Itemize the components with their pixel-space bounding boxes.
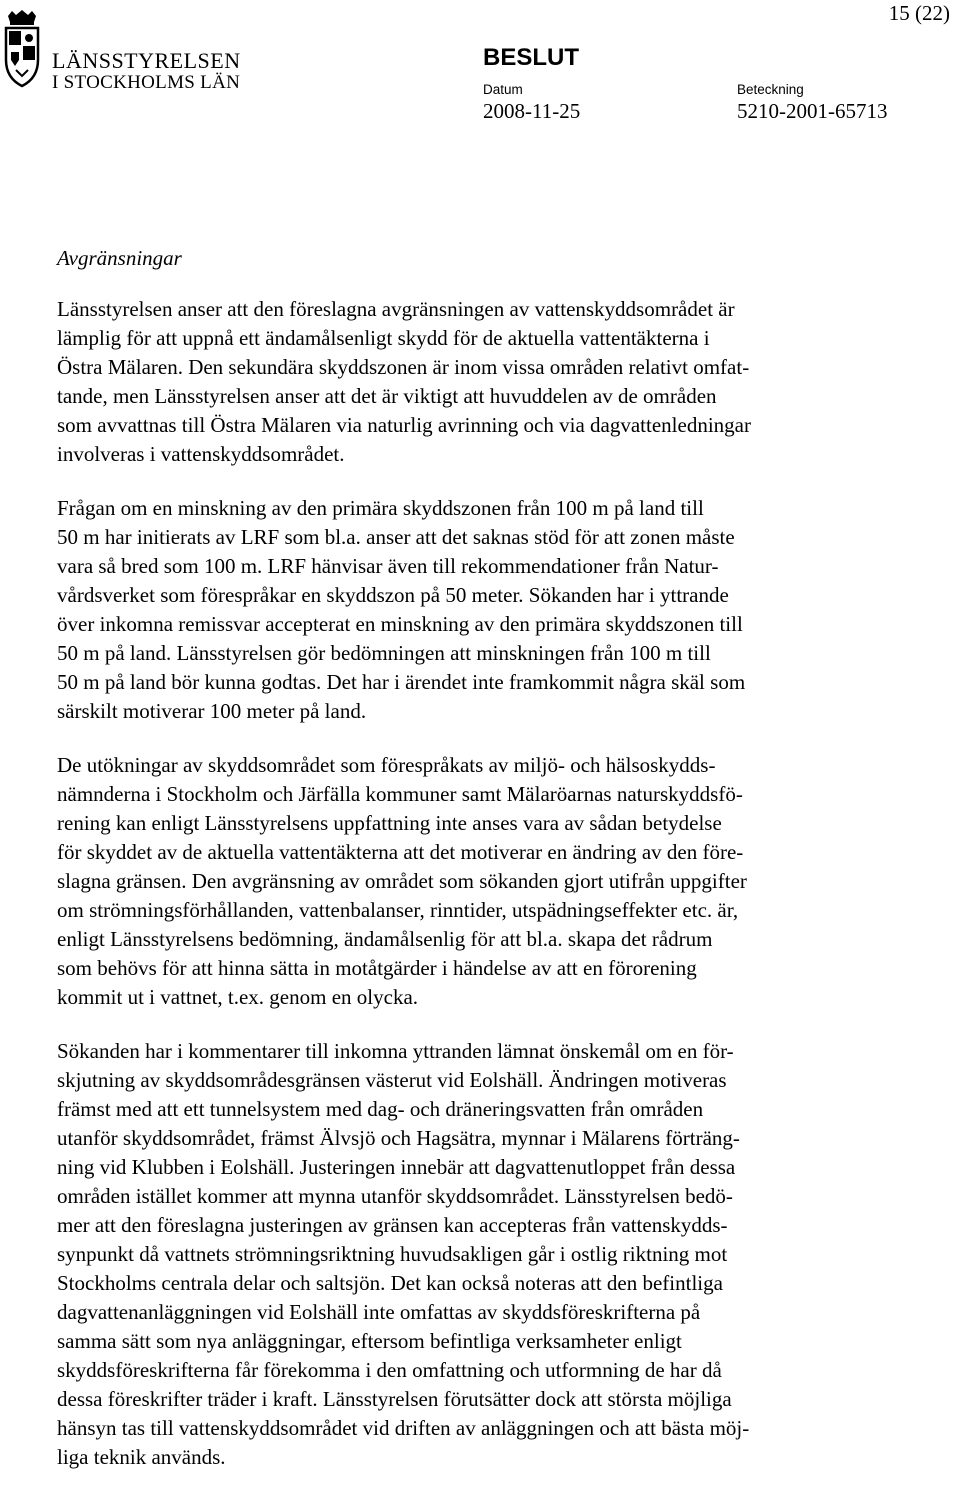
text-line: dessa föreskrifter träder i kraft. Länsstyrelsen förutsätter dock att största möjliga xyxy=(57,1387,732,1411)
text-line: vara så bred som 100 m. LRF hänvisar även till rekommendationer från Natur- xyxy=(57,554,719,578)
text-line: om strömningsförhållanden, vattenbalanser, rinntider, utspädningseffekter etc. är, xyxy=(57,898,739,922)
text-line: över inkomna remissvar accepterat en minskning av den primära skyddszonen till xyxy=(57,612,743,636)
paragraphs xyxy=(57,295,917,1472)
document-type: BESLUT xyxy=(483,44,579,71)
text-line: 50 m på land bör kunna godtas. Det har i ärendet inte framkommit några skäl som xyxy=(57,670,746,694)
text-line: mer att den föreslagna justeringen av gränsen kan accepteras från vattenskydds- xyxy=(57,1213,728,1237)
text-line: skyddsföreskrifterna får förekomma i den omfattning och utformning de har då xyxy=(57,1358,722,1382)
text-line: rening kan enligt Länsstyrelsens uppfattning inte anses vara av sådan betydelse xyxy=(57,811,722,835)
text-line: främst med att ett tunnelsystem med dag- och dräneringsvatten från områden xyxy=(57,1097,704,1121)
text-line: som behövs för att hinna sätta in motåtgärder i händelse av att en förorening xyxy=(57,956,697,980)
org-logo xyxy=(0,10,241,93)
text-line: dagvattenanläggningen vid Eolshäll inte omfattas av skyddsföreskrifterna på xyxy=(57,1300,701,1324)
paragraph xyxy=(57,751,917,1012)
reference-value: 5210-2001-65713 xyxy=(737,99,888,123)
text-line: kommit ut i vattnet, t.ex. genom en olycka. xyxy=(57,985,419,1009)
paragraph xyxy=(57,1037,917,1472)
text-line: som avvattnas till Östra Mälaren via naturlig avrinning och via dagvattenledningar xyxy=(57,413,751,437)
text-line: Frågan om en minskning av den primära skyddszonen från 100 m på land till xyxy=(57,496,704,520)
text-line: involveras i vattenskyddsområdet. xyxy=(57,442,345,466)
text-line: nämnderna i Stockholm och Järfälla kommuner samt Mälaröarnas naturskyddsfö- xyxy=(57,782,743,806)
text-line: ning vid Klubben i Eolshäll. Justeringen innebär att dagvattenutloppet från dessa xyxy=(57,1155,736,1179)
text-line: utanför skyddsområdet, främst Älvsjö och Hagsätra, mynnar i Mälarens förträng- xyxy=(57,1126,740,1150)
section-heading: Avgränsningar xyxy=(57,246,182,270)
paragraph xyxy=(57,494,917,726)
text-line: liga teknik används. xyxy=(57,1445,226,1469)
text-line: hänsyn tas till vattenskyddsområdet vid driften av anläggningen och att bästa möj- xyxy=(57,1416,750,1440)
text-line: vårdsverket som förespråkar en skyddszon på 50 meter. Sökanden har i yttrande xyxy=(57,583,729,607)
text-line: samma sätt som nya anläggningar, eftersom befintliga verksamheter enligt xyxy=(57,1329,682,1353)
text-line: särskilt motiverar 100 meter på land. xyxy=(57,699,367,723)
text-line: 50 m har initierats av LRF som bl.a. anser att det saknas stöd för att zonen måste xyxy=(57,525,735,549)
document-body xyxy=(57,244,917,1497)
text-line: De utökningar av skyddsområdet som förespråkats av miljö- och hälsoskydds- xyxy=(57,753,716,777)
org-name-line1: LÄNSSTYRELSEN xyxy=(52,48,241,73)
text-line: Östra Mälaren. Den sekundära skyddszonen är inom vissa områden relativt omfat- xyxy=(57,355,750,379)
text-line: Stockholms centrala delar och saltsjön. Det kan också noteras att den befintliga xyxy=(57,1271,723,1295)
text-line: 50 m på land. Länsstyrelsen gör bedömningen att minskningen från 100 m till xyxy=(57,641,711,665)
text-line: skjutning av skyddsområdesgränsen västerut vid Eolshäll. Ändringen motiveras xyxy=(57,1068,727,1092)
text-line: för skyddet av de aktuella vattentäkterna att det motiverar en ändring av den före- xyxy=(57,840,744,864)
text-line: enligt Länsstyrelsens bedömning, ändamålsenlig för att bl.a. skapa det rådrum xyxy=(57,927,713,951)
text-line: tande, men Länsstyrelsen anser att det är viktigt att huvuddelen av de områden xyxy=(57,384,717,408)
reference-label: Beteckning xyxy=(737,82,804,97)
text-line: synpunkt då vattnets strömningsriktning huvudsakligen går i ostlig riktning mot xyxy=(57,1242,728,1266)
date-value: 2008-11-25 xyxy=(483,99,581,123)
text-line: Länsstyrelsen anser att den föreslagna avgränsningen av vattenskyddsområdet är xyxy=(57,297,735,321)
date-label: Datum xyxy=(483,82,523,97)
coat-of-arms-icon xyxy=(2,10,42,88)
paragraph xyxy=(57,295,917,469)
text-line: lämplig för att uppnå ett ändamålsenligt skydd för de aktuella vattentäkterna i xyxy=(57,326,710,350)
text-line: slagna gränsen. Den avgränsning av området som sökanden gjort utifrån uppgifter xyxy=(57,869,747,893)
page-number: 15 (22) xyxy=(888,1,950,25)
org-name-line2: I STOCKHOLMS LÄN xyxy=(52,72,241,93)
text-line: Sökanden har i kommentarer till inkomna yttranden lämnat önskemål om en för- xyxy=(57,1039,734,1063)
text-line: områden istället kommer att mynna utanför skyddsområdet. Länsstyrelsen bedö- xyxy=(57,1184,733,1208)
